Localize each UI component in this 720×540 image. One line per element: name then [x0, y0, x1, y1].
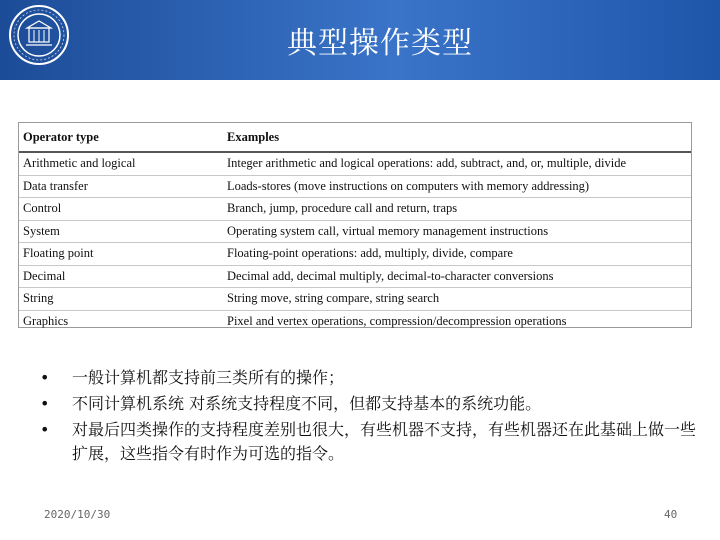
examples-cell: Loads-stores (move instructions on computers with memory addressing)	[223, 175, 691, 198]
bullet-marker: •	[40, 420, 50, 439]
bullet-marker: •	[40, 394, 50, 413]
page-title: 典型操作类型	[287, 26, 473, 61]
examples-cell: String move, string compare, string search	[223, 288, 691, 311]
examples-cell: Pixel and vertex operations, compression/decompression operations	[227, 313, 567, 328]
bullet-list	[40, 366, 700, 468]
operator-type-cell: Control	[19, 198, 223, 221]
operator-type-cell: Floating point	[19, 243, 223, 266]
bullet-marker: •	[40, 368, 50, 387]
examples-cell: Decimal add, decimal multiply, decimal-to-character conversions	[223, 265, 691, 288]
operator-type-cell: System	[19, 220, 223, 243]
table-row	[19, 220, 691, 243]
bullet-item	[40, 392, 700, 416]
bullet-text: 对最后四类操作的支持程度差别也很大，有些机器不支持，有些机器还在此基础上做一些扩展，这些指令有时作为可选的指令。	[72, 420, 697, 463]
operator-type-cell: Graphics	[23, 313, 69, 328]
examples-cell: Floating-point operations: add, multiply, divide, compare	[223, 243, 691, 266]
table-header-row	[19, 123, 691, 152]
title-bar	[0, 0, 720, 80]
column-header-operator-type: Operator type	[19, 123, 223, 152]
examples-cell: Operating system call, virtual memory management instructions	[223, 220, 691, 243]
table-row	[19, 175, 691, 198]
operator-type-cell: Data transfer	[19, 175, 223, 198]
bullet-text: 一般计算机都支持前三类所有的操作；	[72, 368, 345, 387]
footer-date: 2020/10/30	[44, 508, 111, 521]
bullet-item	[40, 366, 700, 390]
table-row	[19, 152, 691, 175]
table-row	[19, 310, 691, 332]
column-header-examples: Examples	[223, 123, 691, 152]
table-row	[19, 288, 691, 311]
examples-cell: Branch, jump, procedure call and return, traps	[223, 198, 691, 221]
examples-cell: Integer arithmetic and logical operations: add, subtract, and, or, multiple, divide	[223, 152, 691, 175]
operator-type-cell: Decimal	[19, 265, 223, 288]
bullet-item	[40, 418, 700, 466]
bullet-text: 不同计算机系统 对系统支持程度不同，但都支持基本的系统功能。	[72, 394, 542, 413]
table-row	[19, 198, 691, 221]
table-row	[19, 243, 691, 266]
table-row	[19, 265, 691, 288]
operator-type-table	[18, 122, 692, 328]
operator-type-cell: String	[19, 288, 223, 311]
operator-type-cell: Arithmetic and logical	[19, 152, 223, 175]
page-number: 40	[664, 508, 678, 521]
